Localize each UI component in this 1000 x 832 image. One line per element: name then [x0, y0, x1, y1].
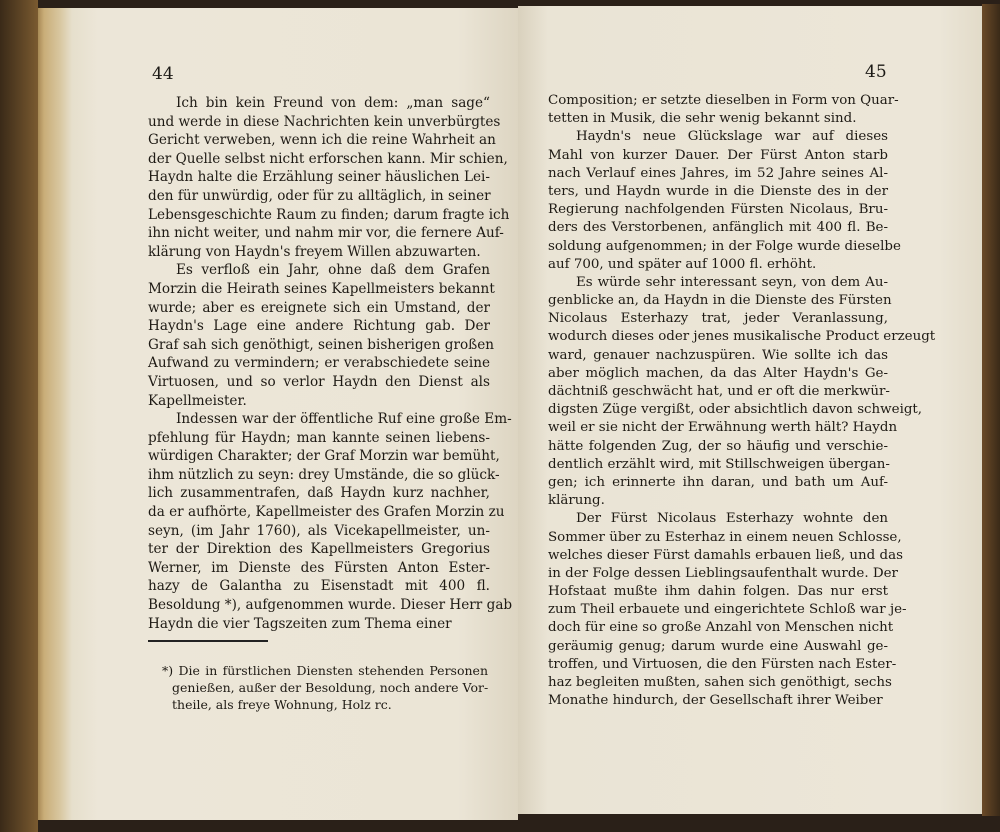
book-cover-edge-left [0, 0, 38, 832]
text-line: genießen, außer der Besoldung, noch andere Vor- [172, 680, 489, 695]
text-line: aber möglich machen, da das Alter Haydn's Ge- [548, 365, 888, 381]
text-line: pfehlung für Haydn; man kannte seinen liebens- [148, 429, 490, 446]
text-line: Haydn's Lage eine andere Richtung gab. Der [148, 318, 490, 335]
text-line: haz begleiten mußten, sahen sich genöthigt, sechs [548, 675, 892, 690]
text-line: Ich bin kein Freund von dem: „man sage“ [176, 95, 490, 111]
text-line: nach Verlauf eines Jahres, im 52 Jahre seines Al- [548, 165, 888, 181]
text-line: ihn nicht weiter, und nahm mir vor, die fernere Auf- [148, 225, 504, 242]
text-line: seyn, (im Jahr 1760), als Vicekapellmeister, un- [148, 522, 490, 539]
text-line: gen; ich erinnerte ihn daran, und bath um Auf- [548, 474, 888, 490]
text-line: doch für eine so große Anzahl von Menschen nicht [548, 620, 894, 636]
page-number-left: 44 [152, 64, 174, 84]
text-line: Hofstaat mußte ihm dahin folgen. Das nur erst [548, 584, 888, 600]
text-line: dentlich erzählt wird, mit Stillschweigen übergan- [548, 456, 890, 472]
text-line: weil er sie nicht der Erwähnung werth hält? Haydn [548, 420, 898, 436]
text-line: hätte folgenden Zug, der so häufig und verschie- [548, 438, 888, 454]
text-line: hazy de Galantha zu Eisenstadt mit 400 fl. [148, 578, 490, 595]
text-line: und werde in diese Nachrichten kein unverbürgtes [148, 113, 501, 130]
text-line: Morzin die Heirath seines Kapellmeisters bekannt [148, 280, 495, 297]
text-line: Virtuosen, und so verlor Haydn den Dienst als [148, 373, 490, 390]
footnote-divider [148, 640, 268, 642]
footnote [162, 662, 488, 713]
text-line: theile, als freye Wohnung, Holz rc. [172, 697, 392, 712]
text-line: Besoldung *), aufgenommen wurde. Dieser Herr gab [148, 597, 513, 614]
text-line: Nicolaus Esterhazy trat, jeder Veranlassung, [548, 311, 888, 327]
text-line: zum Theil erbauete und eingerichtete Schloß war je- [548, 602, 907, 618]
text-line: auf 700, und später auf 1000 fl. erhöht. [548, 256, 817, 272]
text-line: Gericht verweben, wenn ich die reine Wahrheit an [148, 132, 496, 149]
text-line: Es würde sehr interessant seyn, von dem Au- [576, 274, 888, 290]
text-line: ders des Verstorbenen, anfänglich mit 400 fl. Be- [548, 220, 888, 236]
text-line: genblicke an, da Haydn in die Dienste des Fürsten [548, 293, 892, 309]
text-line: lich zusammentrafen, daß Haydn kurz nachher, [148, 485, 490, 502]
text-line: klärung. [548, 493, 605, 509]
text-line: Aufwand zu vermindern; er verabschiedete seine [148, 355, 490, 372]
text-line: würdigen Charakter; der Graf Morzin war bemüht, [148, 448, 500, 465]
text-line: in der Folge dessen Lieblingsaufenthalt wurde. Der [548, 565, 898, 581]
text-line: Lebensgeschichte Raum zu finden; darum fragte ich [148, 206, 510, 223]
text-line: Haydn halte die Erzählung seiner häuslichen Lei- [148, 169, 490, 186]
text-line: der Quelle selbst nicht erforschen kann. Mir schien, [148, 150, 508, 167]
text-line: ters, und Haydn wurde in die Dienste des in der [548, 183, 888, 199]
text-line: ter der Direktion des Kapellmeisters Gregorius [148, 541, 490, 558]
page-number-right: 45 [865, 62, 887, 82]
text-line: geräumig genug; darum wurde eine Auswahl ge- [548, 638, 888, 654]
text-line: wurde; aber es ereignete sich ein Umstand, der [148, 299, 490, 316]
text-line: Regierung nachfolgenden Fürsten Nicolaus, Bru- [548, 202, 888, 218]
text-line: wodurch dieses oder jenes musikalische Product erzeugt [548, 329, 936, 345]
text-line: klärung von Haydn's freyem Willen abzuwarten. [148, 243, 481, 260]
text-line: Der Fürst Nicolaus Esterhazy wohnte den [576, 511, 888, 527]
right-page-body [548, 92, 936, 710]
text-line: dächtniß geschwächt hat, und er oft die merkwür- [548, 384, 890, 399]
text-line: Es verfloß ein Jahr, ohne daß dem Grafen [176, 262, 490, 279]
text-line: Monathe hindurch, der Gesellschaft ihrer Weiber [548, 693, 883, 709]
text-line: Sommer über zu Esterhaz in einem neuen Schlosse, [548, 529, 902, 545]
text-line: da er aufhörte, Kapellmeister des Grafen Morzin zu [148, 504, 505, 521]
text-line: welches dieser Fürst damahls erbauen ließ, und das [548, 547, 903, 563]
text-line: ward, genauer nachzuspüren. Wie sollte ich das [548, 347, 888, 363]
left-page-body [148, 94, 513, 633]
text-line: den für unwürdig, oder für zu alltäglich, in seiner [148, 187, 491, 204]
text-line: soldung aufgenommen; in der Folge wurde dieselbe [548, 238, 901, 254]
text-line: Indessen war der öffentliche Ruf eine große Em- [176, 411, 512, 428]
text-line: Mahl von kurzer Dauer. Der Fürst Anton starb [548, 147, 888, 163]
book-cover-edge-right [982, 4, 1000, 816]
text-line: Graf sah sich genöthigt, seinen bisherigen großen [148, 336, 495, 353]
text-line: Haydn's neue Glückslage war auf dieses [576, 129, 888, 145]
text-line: ihm nützlich zu seyn: drey Umstände, die so glück- [148, 466, 500, 483]
text-line: Composition; er setzte dieselben in Form von Quar- [548, 93, 899, 108]
text-line: Werner, im Dienste des Fürsten Anton Ester- [148, 559, 490, 576]
text-line: troffen, und Virtuosen, die den Fürsten nach Ester- [548, 656, 897, 672]
text-line: tetten in Musik, die sehr wenig bekannt sind. [548, 111, 857, 127]
text-line: *) Die in fürstlichen Diensten stehenden Personen [162, 663, 488, 678]
text-line: Haydn die vier Tagszeiten zum Thema einer [148, 615, 452, 632]
text-line: Kapellmeister. [148, 392, 247, 409]
text-line: digsten Züge vergißt, oder absichtlich davon schweigt, [548, 402, 923, 418]
